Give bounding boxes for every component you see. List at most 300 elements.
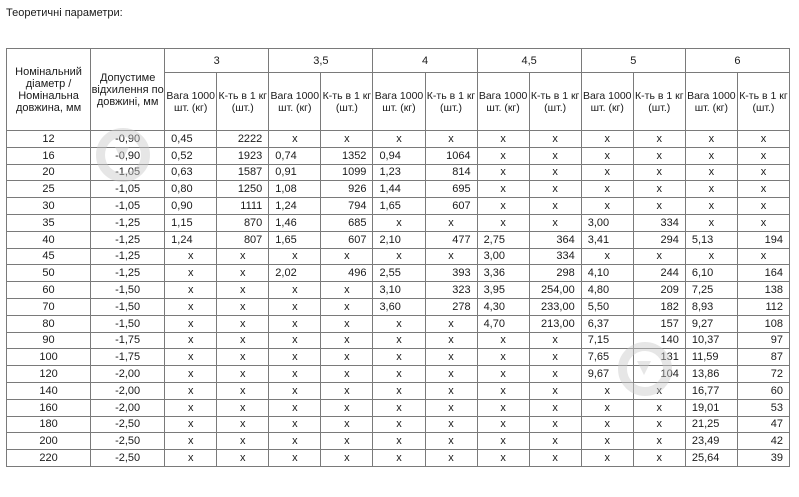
weight-cell: x [165, 248, 217, 265]
weight-cell: x [269, 131, 321, 148]
count-cell: x [633, 131, 685, 148]
count-cell: 112 [737, 298, 789, 315]
table-row [7, 198, 790, 215]
weight-cell: x [477, 198, 529, 215]
count-cell: 97 [737, 332, 789, 349]
length-cell: 120 [7, 366, 91, 383]
count-cell: x [633, 433, 685, 450]
weight-cell: x [165, 349, 217, 366]
tolerance-cell: -2,00 [91, 382, 165, 399]
weight-cell: 10,37 [685, 332, 737, 349]
count-cell: 233,00 [529, 298, 581, 315]
group-header: 3 [165, 49, 269, 73]
weight-cell: x [581, 181, 633, 198]
weight-cell: 6,37 [581, 315, 633, 332]
weight-cell: x [269, 282, 321, 299]
tolerance-cell: -0,90 [91, 131, 165, 148]
count-cell: 323 [425, 282, 477, 299]
table-row [7, 248, 790, 265]
count-cell: 140 [633, 332, 685, 349]
table-row [7, 315, 790, 332]
count-cell: x [529, 198, 581, 215]
weight-cell: x [581, 164, 633, 181]
count-cell: 2222 [217, 131, 269, 148]
tolerance-cell: -2,00 [91, 366, 165, 383]
count-cell: 1064 [425, 147, 477, 164]
weight-cell: 3,95 [477, 282, 529, 299]
table-row [7, 265, 790, 282]
count-cell: x [529, 399, 581, 416]
weight-cell: 5,13 [685, 231, 737, 248]
count-cell: x [425, 131, 477, 148]
count-cell: x [321, 349, 373, 366]
count-cell: x [737, 248, 789, 265]
count-cell: 182 [633, 298, 685, 315]
count-cell: 72 [737, 366, 789, 383]
count-cell: x [217, 315, 269, 332]
weight-cell: x [477, 332, 529, 349]
tolerance-cell: -1,50 [91, 282, 165, 299]
count-subheader: К-ть в 1 кг (шт.) [321, 73, 373, 131]
count-cell: 477 [425, 231, 477, 248]
count-cell: 1352 [321, 147, 373, 164]
group-header: 6 [685, 49, 789, 73]
length-cell: 70 [7, 298, 91, 315]
count-cell: 393 [425, 265, 477, 282]
weight-cell: x [165, 450, 217, 467]
weight-cell: 1,44 [373, 181, 425, 198]
count-cell: 364 [529, 231, 581, 248]
length-cell: 20 [7, 164, 91, 181]
weight-cell: x [477, 450, 529, 467]
tolerance-cell: -1,05 [91, 181, 165, 198]
weight-cell: x [269, 416, 321, 433]
weight-cell: 3,36 [477, 265, 529, 282]
weight-cell: 1,24 [269, 198, 321, 215]
count-cell: 213,00 [529, 315, 581, 332]
count-cell: x [321, 298, 373, 315]
count-cell: x [425, 433, 477, 450]
count-cell: x [217, 265, 269, 282]
weight-cell: x [165, 399, 217, 416]
weight-cell: 2,10 [373, 231, 425, 248]
tolerance-cell: -2,00 [91, 399, 165, 416]
count-cell: 870 [217, 214, 269, 231]
length-cell: 200 [7, 433, 91, 450]
length-cell: 220 [7, 450, 91, 467]
weight-cell: x [581, 248, 633, 265]
weight-cell: 7,15 [581, 332, 633, 349]
length-cell: 80 [7, 315, 91, 332]
weight-cell: 16,77 [685, 382, 737, 399]
section-heading: Теоретичні параметри: [6, 7, 123, 19]
weight-cell: x [165, 332, 217, 349]
weight-cell: 7,65 [581, 349, 633, 366]
weight-cell: x [477, 399, 529, 416]
count-cell: x [633, 399, 685, 416]
tolerance-cell: -1,25 [91, 248, 165, 265]
weight-cell: 9,67 [581, 366, 633, 383]
weight-cell: 2,02 [269, 265, 321, 282]
table-row [7, 366, 790, 383]
group-header: 3,5 [269, 49, 373, 73]
weight-cell: 4,70 [477, 315, 529, 332]
parameters-table [6, 48, 790, 467]
weight-cell: x [373, 349, 425, 366]
count-cell: x [217, 382, 269, 399]
length-cell: 90 [7, 332, 91, 349]
count-cell: x [425, 450, 477, 467]
count-cell: 294 [633, 231, 685, 248]
weight-cell: x [269, 366, 321, 383]
count-cell: 334 [529, 248, 581, 265]
weight-cell: x [581, 198, 633, 215]
count-cell: x [633, 450, 685, 467]
length-cell: 45 [7, 248, 91, 265]
count-cell: x [633, 147, 685, 164]
table-row [7, 332, 790, 349]
weight-cell: 3,00 [477, 248, 529, 265]
count-cell: x [529, 382, 581, 399]
length-cell: 140 [7, 382, 91, 399]
count-cell: x [425, 382, 477, 399]
weight-cell: 2,55 [373, 265, 425, 282]
count-cell: x [529, 214, 581, 231]
count-cell: 104 [633, 366, 685, 383]
weight-cell: x [269, 332, 321, 349]
count-cell: x [737, 181, 789, 198]
weight-cell: x [373, 332, 425, 349]
count-cell: 278 [425, 298, 477, 315]
diameter-column-header: Номінальний діаметр / Номінальна довжина, мм [7, 49, 91, 131]
count-cell: x [529, 349, 581, 366]
count-cell: x [321, 282, 373, 299]
table-row [7, 349, 790, 366]
count-cell: 157 [633, 315, 685, 332]
count-cell: 1099 [321, 164, 373, 181]
tolerance-cell: -1,75 [91, 332, 165, 349]
count-cell: x [425, 349, 477, 366]
weight-cell: x [581, 450, 633, 467]
count-cell: x [321, 366, 373, 383]
count-cell: 794 [321, 198, 373, 215]
count-cell: x [425, 248, 477, 265]
length-cell: 35 [7, 214, 91, 231]
count-cell: x [529, 181, 581, 198]
weight-cell: x [477, 147, 529, 164]
table-row [7, 131, 790, 148]
weight-cell: x [373, 315, 425, 332]
weight-cell: 23,49 [685, 433, 737, 450]
weight-subheader: Вага 1000 шт. (кг) [269, 73, 321, 131]
weight-cell: x [477, 366, 529, 383]
count-cell: 298 [529, 265, 581, 282]
weight-cell: x [269, 382, 321, 399]
tolerance-cell: -1,25 [91, 214, 165, 231]
header-row-groups [7, 49, 790, 73]
length-cell: 60 [7, 282, 91, 299]
count-cell: x [529, 450, 581, 467]
weight-cell: 0,74 [269, 147, 321, 164]
count-cell: x [321, 416, 373, 433]
count-cell: x [321, 399, 373, 416]
count-cell: x [529, 416, 581, 433]
weight-cell: 21,25 [685, 416, 737, 433]
weight-cell: x [477, 131, 529, 148]
count-cell: 194 [737, 231, 789, 248]
count-cell: 60 [737, 382, 789, 399]
count-cell: x [217, 450, 269, 467]
weight-cell: 25,64 [685, 450, 737, 467]
count-cell: 244 [633, 265, 685, 282]
table-row [7, 399, 790, 416]
count-cell: x [529, 366, 581, 383]
weight-cell: 3,10 [373, 282, 425, 299]
table-row [7, 164, 790, 181]
count-subheader: К-ть в 1 кг (шт.) [737, 73, 789, 131]
weight-cell: 13,86 [685, 366, 737, 383]
length-cell: 180 [7, 416, 91, 433]
length-cell: 16 [7, 147, 91, 164]
weight-cell: x [165, 282, 217, 299]
weight-cell: x [165, 433, 217, 450]
weight-cell: x [581, 399, 633, 416]
count-cell: 53 [737, 399, 789, 416]
weight-cell: x [269, 450, 321, 467]
weight-cell: 1,23 [373, 164, 425, 181]
weight-cell: 7,25 [685, 282, 737, 299]
count-cell: x [529, 332, 581, 349]
weight-cell: 0,91 [269, 164, 321, 181]
count-cell: 807 [217, 231, 269, 248]
weight-cell: 4,10 [581, 265, 633, 282]
count-cell: x [737, 131, 789, 148]
count-cell: 814 [425, 164, 477, 181]
weight-cell: 4,30 [477, 298, 529, 315]
table-row [7, 450, 790, 467]
tolerance-cell: -2,50 [91, 433, 165, 450]
tolerance-cell: -1,50 [91, 298, 165, 315]
count-subheader: К-ть в 1 кг (шт.) [633, 73, 685, 131]
weight-cell: 3,00 [581, 214, 633, 231]
table-row [7, 181, 790, 198]
count-cell: 164 [737, 265, 789, 282]
weight-cell: 1,65 [373, 198, 425, 215]
weight-cell: x [373, 433, 425, 450]
tolerance-cell: -2,50 [91, 450, 165, 467]
count-cell: x [425, 332, 477, 349]
count-cell: 1250 [217, 181, 269, 198]
weight-cell: 1,46 [269, 214, 321, 231]
count-cell: x [217, 399, 269, 416]
count-cell: x [529, 433, 581, 450]
weight-subheader: Вага 1000 шт. (кг) [477, 73, 529, 131]
count-cell: x [321, 131, 373, 148]
weight-cell: x [165, 265, 217, 282]
length-cell: 40 [7, 231, 91, 248]
weight-cell: 1,24 [165, 231, 217, 248]
table-row [7, 147, 790, 164]
weight-cell: x [373, 131, 425, 148]
count-cell: x [737, 198, 789, 215]
weight-cell: x [477, 214, 529, 231]
tolerance-cell: -1,50 [91, 315, 165, 332]
weight-cell: x [581, 416, 633, 433]
weight-cell: x [581, 382, 633, 399]
weight-cell: 5,50 [581, 298, 633, 315]
weight-cell: x [269, 298, 321, 315]
count-cell: x [425, 416, 477, 433]
table-row [7, 382, 790, 399]
tolerance-cell: -1,05 [91, 198, 165, 215]
weight-cell: x [477, 382, 529, 399]
tolerance-cell: -2,50 [91, 416, 165, 433]
weight-cell: x [269, 433, 321, 450]
count-cell: x [217, 416, 269, 433]
count-cell: x [737, 214, 789, 231]
weight-cell: 3,41 [581, 231, 633, 248]
count-cell: x [633, 416, 685, 433]
count-cell: x [217, 433, 269, 450]
length-cell: 30 [7, 198, 91, 215]
weight-cell: x [269, 349, 321, 366]
weight-cell: x [685, 131, 737, 148]
weight-cell: x [477, 349, 529, 366]
weight-cell: 9,27 [685, 315, 737, 332]
count-cell: 108 [737, 315, 789, 332]
count-cell: 334 [633, 214, 685, 231]
count-cell: x [217, 366, 269, 383]
weight-cell: x [373, 399, 425, 416]
weight-cell: x [373, 214, 425, 231]
count-cell: 607 [321, 231, 373, 248]
weight-cell: 6,10 [685, 265, 737, 282]
weight-subheader: Вага 1000 шт. (кг) [373, 73, 425, 131]
weight-subheader: Вага 1000 шт. (кг) [685, 73, 737, 131]
weight-cell: 0,45 [165, 131, 217, 148]
count-cell: x [217, 332, 269, 349]
count-cell: x [321, 248, 373, 265]
count-cell: x [529, 147, 581, 164]
count-cell: 39 [737, 450, 789, 467]
weight-cell: x [477, 181, 529, 198]
weight-cell: x [269, 399, 321, 416]
table-row [7, 282, 790, 299]
weight-cell: 0,94 [373, 147, 425, 164]
count-cell: x [425, 214, 477, 231]
count-cell: x [217, 349, 269, 366]
count-cell: 209 [633, 282, 685, 299]
weight-cell: 11,59 [685, 349, 737, 366]
weight-cell: 8,93 [685, 298, 737, 315]
count-cell: x [633, 181, 685, 198]
table-row [7, 231, 790, 248]
count-cell: x [321, 382, 373, 399]
weight-cell: 1,15 [165, 214, 217, 231]
weight-cell: x [165, 366, 217, 383]
count-cell: 1587 [217, 164, 269, 181]
count-cell: x [217, 298, 269, 315]
weight-cell: 3,60 [373, 298, 425, 315]
weight-cell: x [373, 382, 425, 399]
weight-cell: 4,80 [581, 282, 633, 299]
length-cell: 50 [7, 265, 91, 282]
length-cell: 100 [7, 349, 91, 366]
weight-cell: 1,08 [269, 181, 321, 198]
weight-cell: x [165, 315, 217, 332]
count-cell: 1923 [217, 147, 269, 164]
weight-cell: x [685, 181, 737, 198]
weight-cell: x [685, 198, 737, 215]
weight-cell: x [269, 248, 321, 265]
weight-cell: 0,90 [165, 198, 217, 215]
weight-cell: x [685, 147, 737, 164]
length-cell: 160 [7, 399, 91, 416]
table-row [7, 214, 790, 231]
weight-cell: x [685, 248, 737, 265]
count-cell: x [425, 315, 477, 332]
count-cell: x [737, 164, 789, 181]
weight-cell: x [373, 366, 425, 383]
count-cell: 131 [633, 349, 685, 366]
count-cell: x [321, 433, 373, 450]
count-cell: 685 [321, 214, 373, 231]
count-cell: x [633, 248, 685, 265]
weight-cell: x [581, 147, 633, 164]
count-cell: x [217, 282, 269, 299]
weight-cell: x [269, 315, 321, 332]
weight-subheader: Вага 1000 шт. (кг) [581, 73, 633, 131]
table-row [7, 433, 790, 450]
weight-cell: x [477, 433, 529, 450]
count-cell: x [737, 147, 789, 164]
count-cell: 496 [321, 265, 373, 282]
weight-cell: x [373, 450, 425, 467]
table-row [7, 416, 790, 433]
count-cell: x [529, 131, 581, 148]
table-body [7, 131, 790, 467]
count-cell: x [321, 315, 373, 332]
count-cell: x [217, 248, 269, 265]
count-cell: x [425, 366, 477, 383]
weight-cell: x [685, 214, 737, 231]
count-cell: 1111 [217, 198, 269, 215]
count-cell: 138 [737, 282, 789, 299]
weight-cell: x [373, 248, 425, 265]
count-cell: 42 [737, 433, 789, 450]
weight-cell: x [373, 416, 425, 433]
group-header: 4 [373, 49, 477, 73]
count-cell: x [321, 332, 373, 349]
tolerance-column-header: Допустиме відхилення по довжині, мм [91, 49, 165, 131]
count-cell: 87 [737, 349, 789, 366]
weight-cell: x [165, 382, 217, 399]
weight-cell: x [165, 298, 217, 315]
tolerance-cell: -1,25 [91, 231, 165, 248]
count-subheader: К-ть в 1 кг (шт.) [217, 73, 269, 131]
weight-cell: x [685, 164, 737, 181]
weight-cell: x [581, 131, 633, 148]
count-cell: x [633, 382, 685, 399]
length-cell: 12 [7, 131, 91, 148]
table-row [7, 298, 790, 315]
count-cell: 926 [321, 181, 373, 198]
weight-cell: x [581, 433, 633, 450]
count-cell: x [425, 399, 477, 416]
count-cell: x [321, 450, 373, 467]
count-cell: x [633, 164, 685, 181]
count-cell: 695 [425, 181, 477, 198]
